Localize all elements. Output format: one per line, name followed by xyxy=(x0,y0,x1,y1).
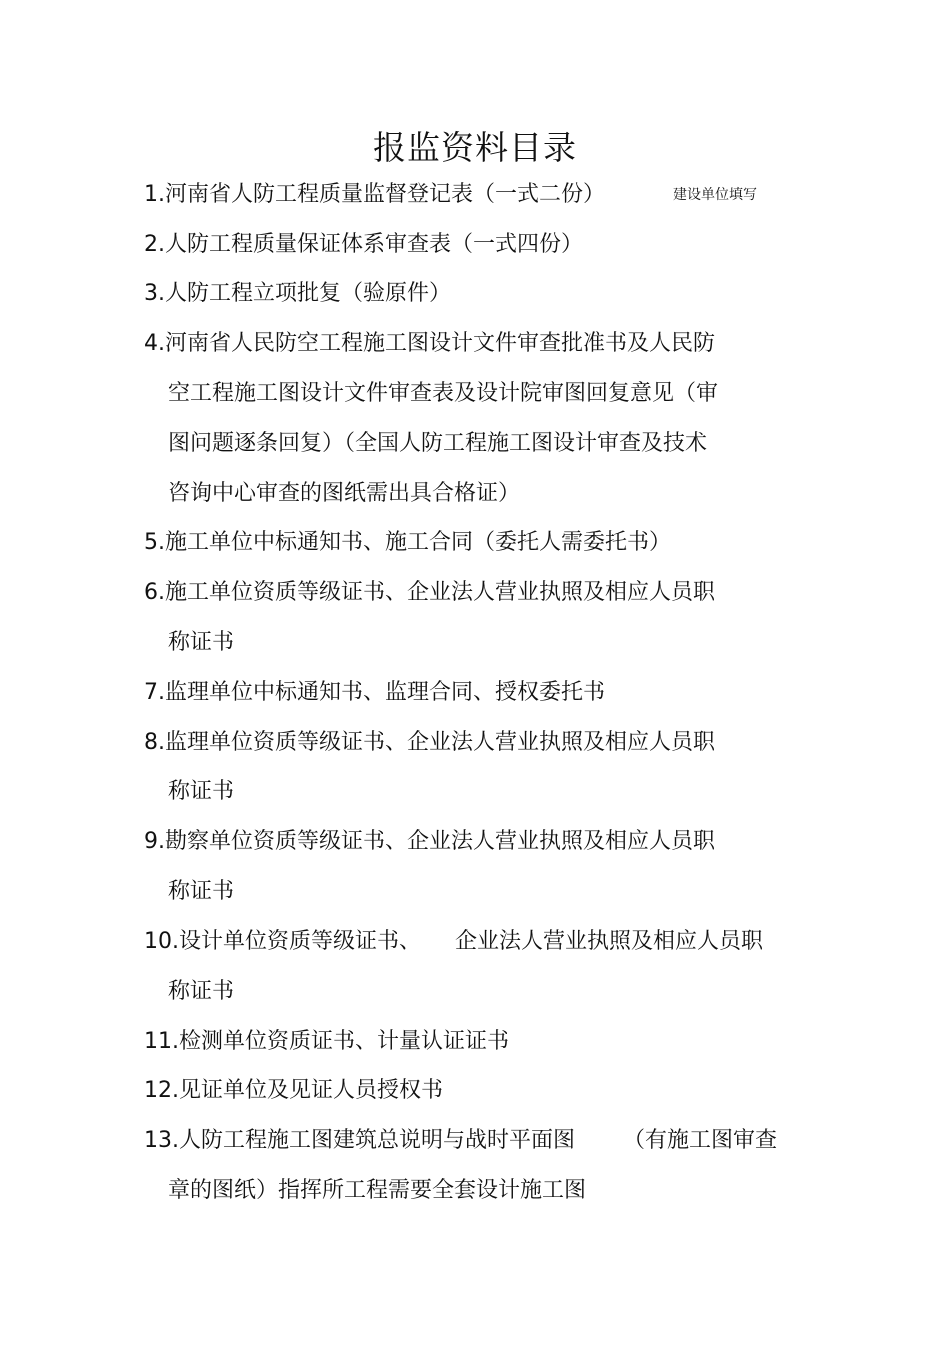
item-text: 施工单位中标通知书、施工合同（委托人需委托书） xyxy=(165,530,672,555)
list-item-10-cont-1: 称证书 xyxy=(168,979,235,1004)
list-item-8-cont-1: 称证书 xyxy=(168,779,235,804)
item-text: 勘察单位资质等级证书、企业法人营业执照及相应人员职 xyxy=(165,829,716,854)
list-item-4-cont-3: 咨询中心审查的图纸需出具合格证） xyxy=(168,481,521,506)
list-item-9 xyxy=(144,827,715,857)
item-text-part-b: （有施工图审查 xyxy=(623,1128,778,1153)
item-number: 7. xyxy=(144,680,165,705)
item-text: 河南省人民防空工程施工图设计文件审查批准书及人民防 xyxy=(165,331,716,356)
item-text: 人防工程立项批复（验原件） xyxy=(165,281,452,306)
item-number: 12. xyxy=(144,1078,179,1103)
item-number: 10. xyxy=(144,929,179,954)
item-text-part-a: 人防工程施工图建筑总说明与战时平面图 xyxy=(179,1128,576,1153)
item-text: 监理单位中标通知书、监理合同、授权委托书 xyxy=(165,680,606,705)
list-item-9-cont-1: 称证书 xyxy=(168,879,235,904)
item-text: 检测单位资质证书、计量认证证书 xyxy=(179,1029,510,1054)
item-text: 见证单位及见证人员授权书 xyxy=(179,1078,444,1103)
item-number: 1. xyxy=(144,182,165,207)
list-item-12 xyxy=(144,1076,443,1106)
list-item-4-cont-2: 图问题逐条回复）（全国人防工程施工图设计审查及技术 xyxy=(168,431,708,456)
item-number: 6. xyxy=(144,580,165,605)
item-text: 河南省人防工程质量监督登记表（一式二份） xyxy=(165,182,606,207)
list-item-2 xyxy=(144,230,583,260)
item-number: 13. xyxy=(144,1128,179,1153)
item-number: 9. xyxy=(144,829,165,854)
list-item-11 xyxy=(144,1027,509,1057)
item-number: 11. xyxy=(144,1029,179,1054)
list-item-3 xyxy=(144,279,451,309)
item-number: 5. xyxy=(144,530,165,555)
item-text: 人防工程质量保证体系审查表（一式四份） xyxy=(165,232,584,257)
item-text-part-a: 设计单位资质等级证书、 xyxy=(179,929,422,954)
list-item-4-cont-1: 空工程施工图设计文件审查表及设计院审图回复意见（审 xyxy=(168,381,719,406)
list-item-6-cont-1: 称证书 xyxy=(168,630,235,655)
fill-note: 建设单位填写 xyxy=(673,187,757,203)
list-item-13-cont-1: 章的图纸）指挥所工程需要全套设计施工图 xyxy=(168,1178,587,1203)
item-number: 8. xyxy=(144,730,165,755)
item-number: 3. xyxy=(144,281,165,306)
list-item-8 xyxy=(144,728,715,758)
item-text-part-b: 企业法人营业执照及相应人员职 xyxy=(455,929,764,954)
list-item-10 xyxy=(144,927,763,957)
item-number: 2. xyxy=(144,232,165,257)
list-item-1 xyxy=(144,180,605,210)
list-item-5 xyxy=(144,528,671,558)
list-item-4 xyxy=(144,329,715,359)
item-text: 施工单位资质等级证书、企业法人营业执照及相应人员职 xyxy=(165,580,716,605)
page-title: 报监资料目录 xyxy=(373,128,577,167)
list-item-6 xyxy=(144,578,715,608)
item-number: 4. xyxy=(144,331,165,356)
list-item-7 xyxy=(144,678,605,708)
list-item-13 xyxy=(144,1126,777,1156)
item-text: 监理单位资质等级证书、企业法人营业执照及相应人员职 xyxy=(165,730,716,755)
